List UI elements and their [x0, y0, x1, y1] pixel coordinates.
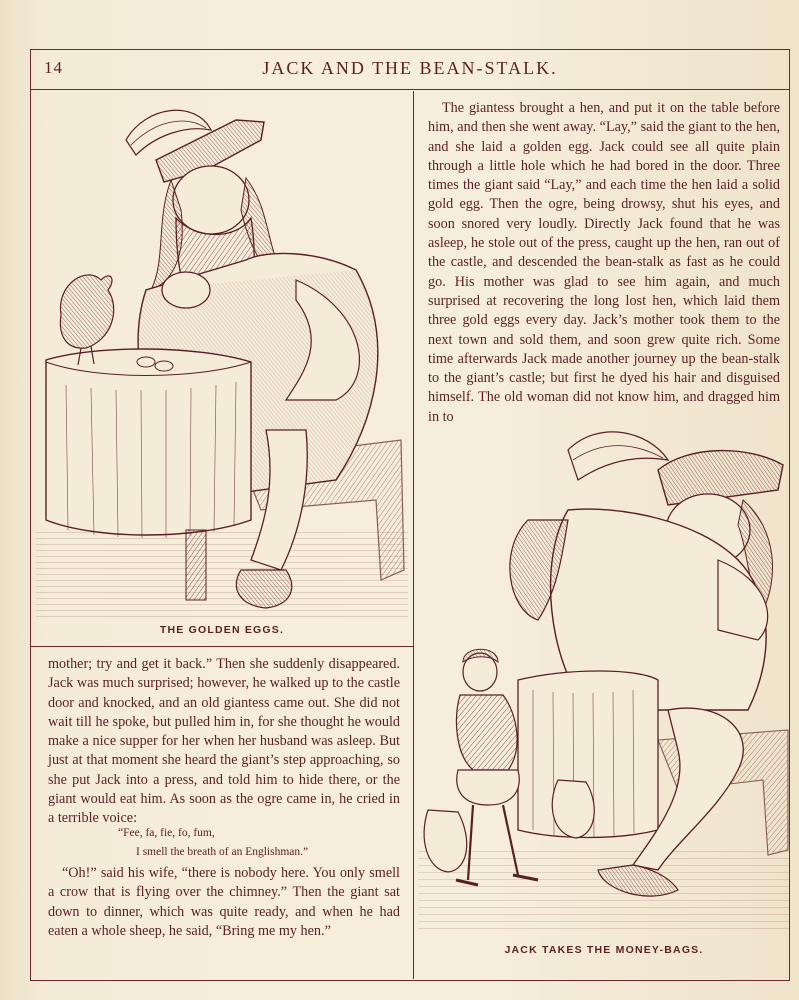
- column-divider: [413, 91, 414, 979]
- money-bags-illustration: [418, 410, 790, 938]
- verse-line-2: I smell the breath of an Englishman.”: [136, 846, 309, 858]
- running-title: JACK AND THE BEAN-STALK.: [262, 58, 558, 78]
- right-column-text: [428, 99, 780, 427]
- verse-line-1: “Fee, fa, fie, fo, fum,: [118, 827, 215, 839]
- left-column-paragraph-1: [48, 655, 400, 829]
- left-section-divider: [31, 646, 413, 647]
- giant-with-hen-icon: [36, 100, 408, 620]
- sleeping-giant-and-jack-icon: [418, 410, 790, 938]
- left-column-paragraph-2: [48, 864, 400, 941]
- paragraph-2: “Oh!” said his wife, “there is nobody here. You only smell a crow that is flying over the chimney.” Then the giant sat down to dinner, which was quite ready, and when he had eaten a whole sheep, he said, “Bring me my hen.”: [48, 865, 400, 939]
- giant-verse: [118, 824, 408, 862]
- right-paragraph: The giantess brought a hen, and put it on the table before him, and then she went away. “Lay,” said the giant to the hen, and she laid a golden egg. Jack could see all quite plain through a little hole which he had bored in the door. Three times the giant said “Lay,” and each time the hen laid a solid gold egg. Then the ogre, being drowsy, shut his eyes, and soon snored very loudly. Directly Jack found that he was asleep, he stole out of the press, caught up the hen, ran out of the castle, and descended the bean-stalk as fast as he could go. His mother was glad to see him again, and much surprised at recovering the long lost hen, which laid them three gold eggs every day. Jack’s mother took them to the next town and sold them, and soon grew quite rich. Some time afterwards Jack made another journey up the bean-stalk to the giant’s castle; but first he dyed his hair and disguised himself. The old woman did not know him, and dragged him in to: [428, 100, 780, 425]
- header-rule: [30, 89, 790, 90]
- page-header: [30, 52, 790, 90]
- caption-money-bags: JACK TAKES THE MONEY-BAGS.: [504, 944, 704, 956]
- golden-eggs-illustration: [36, 100, 408, 620]
- paragraph-1: mother; try and get it back.” Then she suddenly disappeared. Jack was much surprised; however, he walked up to the castle door and knocked, and an old giantess came out. She did not wait till he spoke, but pulled him in, for she thought he would make a nice supper for her when her husband was asleep. But just at that moment she heard the giant’s step approaching, so she put Jack into a press, and told him to hide there, or the giant would eat him. As soon as the ogre came in, he cried in a terrible voice:: [48, 656, 400, 827]
- caption-golden-eggs: THE GOLDEN EGGS.: [159, 624, 285, 636]
- page-number: 14: [44, 58, 63, 77]
